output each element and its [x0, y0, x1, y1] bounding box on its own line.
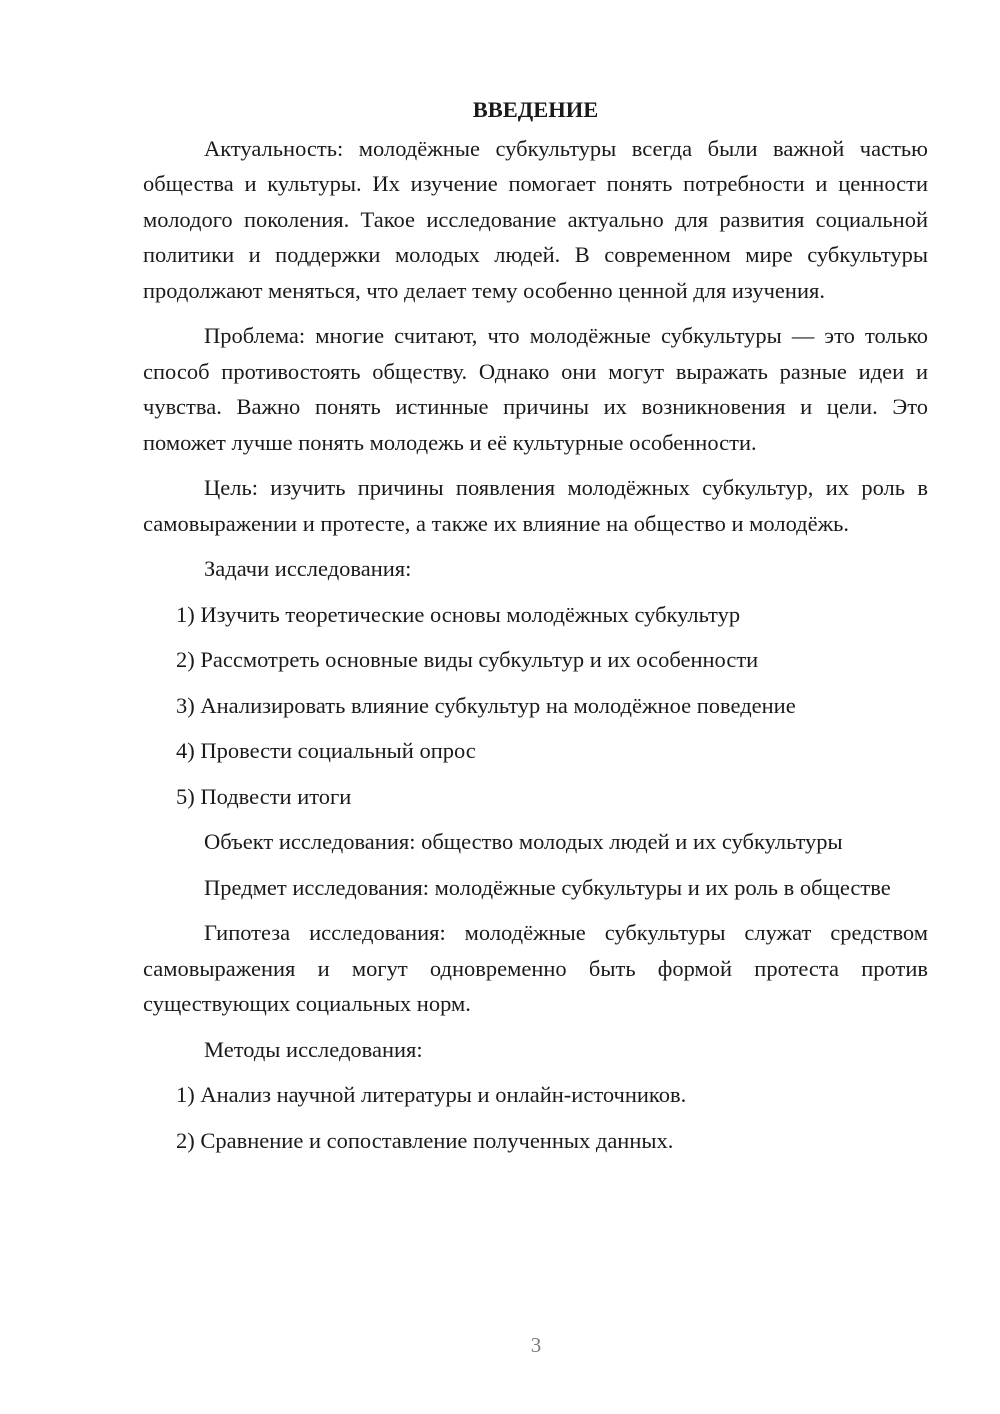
tasks-heading: Задачи исследования: — [204, 556, 412, 581]
list-item: 3) Анализировать влияние субкультур на молодёжное поведение — [176, 692, 796, 718]
problem-paragraph: Проблема: многие считают, что молодёжные субкультуры — это только способ противостоять обществу. Однако они могут выражать разные идеи и чувства. Важно понять истинные причины их возникновения и цели. Это поможет лучше понять молодежь и её культурные особенности. — [143, 323, 928, 455]
list-item: 1) Изучить теоретические основы молодёжных субкультур — [176, 601, 741, 627]
page-number: 3 — [530, 1333, 542, 1357]
methods-heading: Методы исследования: — [204, 1036, 423, 1062]
list-item: 4) Провести социальный опрос — [176, 738, 476, 763]
relevance-paragraph: Актуальность: молодёжные субкультуры всегда были важной частью общества и культуры. Их изучение помогает понять потребности и ценности молодого поколения. Такое исследование актуально для развития социальной политики и поддержки молодых людей. В современном мире субкультуры продолжают меняться, что делает тему особенно ценной для изучения. — [143, 135, 928, 303]
goal-paragraph: Цель: изучить причины появления молодёжных субкультур, их роль в самовыражении и протесте, а также их влияние на общество и молодёжь. — [143, 475, 928, 536]
list-item: 1) Анализ научной литературы и онлайн-источников. — [176, 1082, 687, 1107]
list-item: 2) Сравнение и сопоставление полученных данных. — [176, 1127, 674, 1153]
tasks-list — [143, 597, 928, 815]
methods-list — [143, 1077, 928, 1158]
page-content — [143, 92, 928, 1168]
page-title: ВВЕДЕНИЕ — [472, 97, 599, 122]
hypothesis-paragraph: Гипотеза исследования: молодёжные субкультуры служат средством самовыражения и могут одновременно быть формой протеста против существующих социальных норм. — [143, 920, 928, 1016]
list-item: 2) Рассмотреть основные виды субкультур и их особенности — [176, 647, 759, 672]
object-paragraph: Объект исследования: общество молодых людей и их субкультуры — [204, 829, 843, 854]
subject-paragraph: Предмет исследования: молодёжные субкультуры и их роль в обществе — [204, 874, 891, 900]
list-item: 5) Подвести итоги — [176, 783, 352, 809]
